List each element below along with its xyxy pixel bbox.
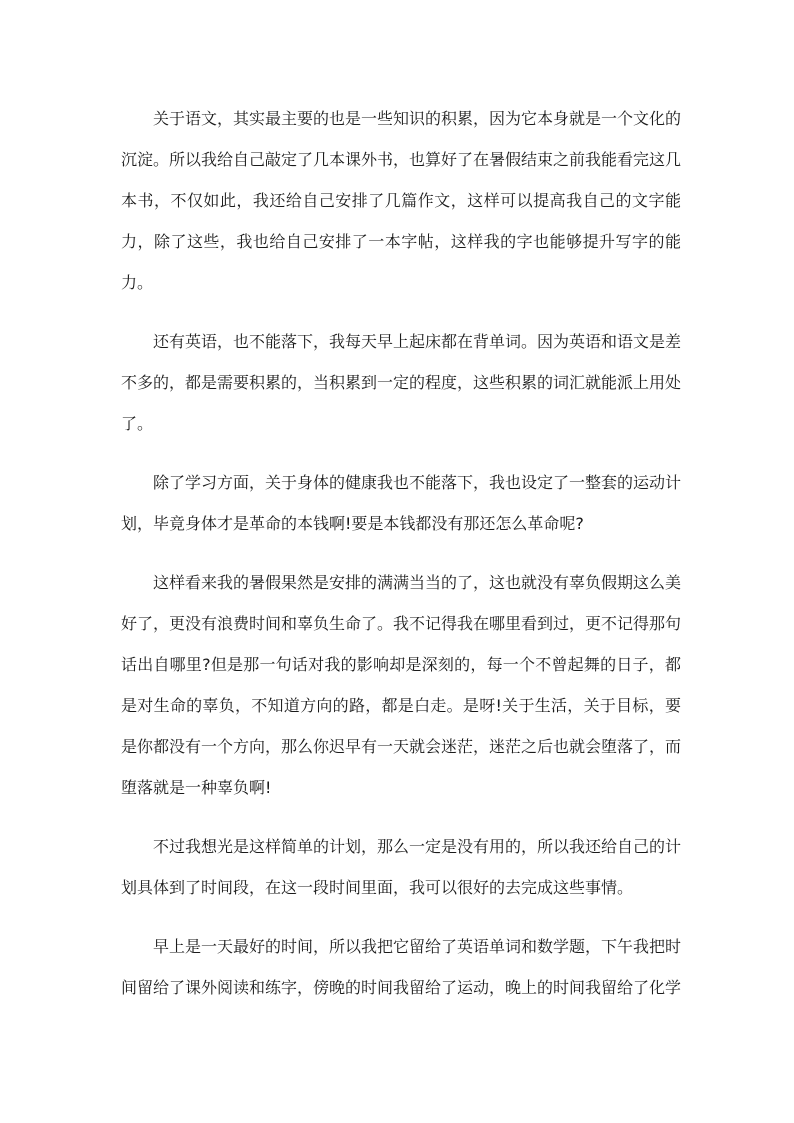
paragraph-english-study: 还有英语，也不能落下，我每天早上起床都在背单词。因为英语和语文是差不多的，都是需要积累的，当积累到一定的程度，这些积累的词汇就能派上用处了。	[121, 332, 682, 433]
document-body	[121, 98, 681, 1026]
paragraph-reflection: 这样看来我的暑假果然是安排的满满当当的了，这也就没有辜负假期这么美好了，更没有浪费时间和辜负生命了。我不记得我在哪里看到过，更不记得那句话出自哪里?但是那一句话对我的影响却是深刻的，每一个不曾起舞的日子，都是对生命的辜负，不知道方向的路，都是白走。是呀!关于生活，关于目标，要是你都没有一个方向，那么你迟早有一天就会迷茫，迷茫之后也就会堕落了，而堕落就是一种辜负啊!	[121, 573, 682, 797]
paragraph-time-schedule: 不过我想光是这样简单的计划，那么一定是没有用的，所以我还给自己的计划具体到了时间段，在这一段时间里面，我可以很好的去完成这些事情。	[121, 837, 682, 897]
paragraph-daily-routine: 早上是一天最好的时间，所以我把它留给了英语单词和数学题，下午我把时间留给了课外阅读和练字，傍晚的时间我留给了运动，晚上的时间我留给了化学	[121, 937, 682, 997]
paragraph-exercise-plan: 除了学习方面，关于身体的健康我也不能落下，我也设定了一整套的运动计划，毕竟身体才是革命的本钱啊!要是本钱都没有那还怎么革命呢?	[121, 473, 682, 533]
paragraph-chinese-study: 关于语文，其实最主要的也是一些知识的积累，因为它本身就是一个文化的沉淀。所以我给自己敲定了几本课外书，也算好了在暑假结束之前我能看完这几本书，不仅如此，我还给自己安排了几篇作文，这样可以提高我自己的文字能力，除了这些，我也给自己安排了一本字帖，这样我的字也能够提升写字的能力。	[121, 109, 682, 292]
